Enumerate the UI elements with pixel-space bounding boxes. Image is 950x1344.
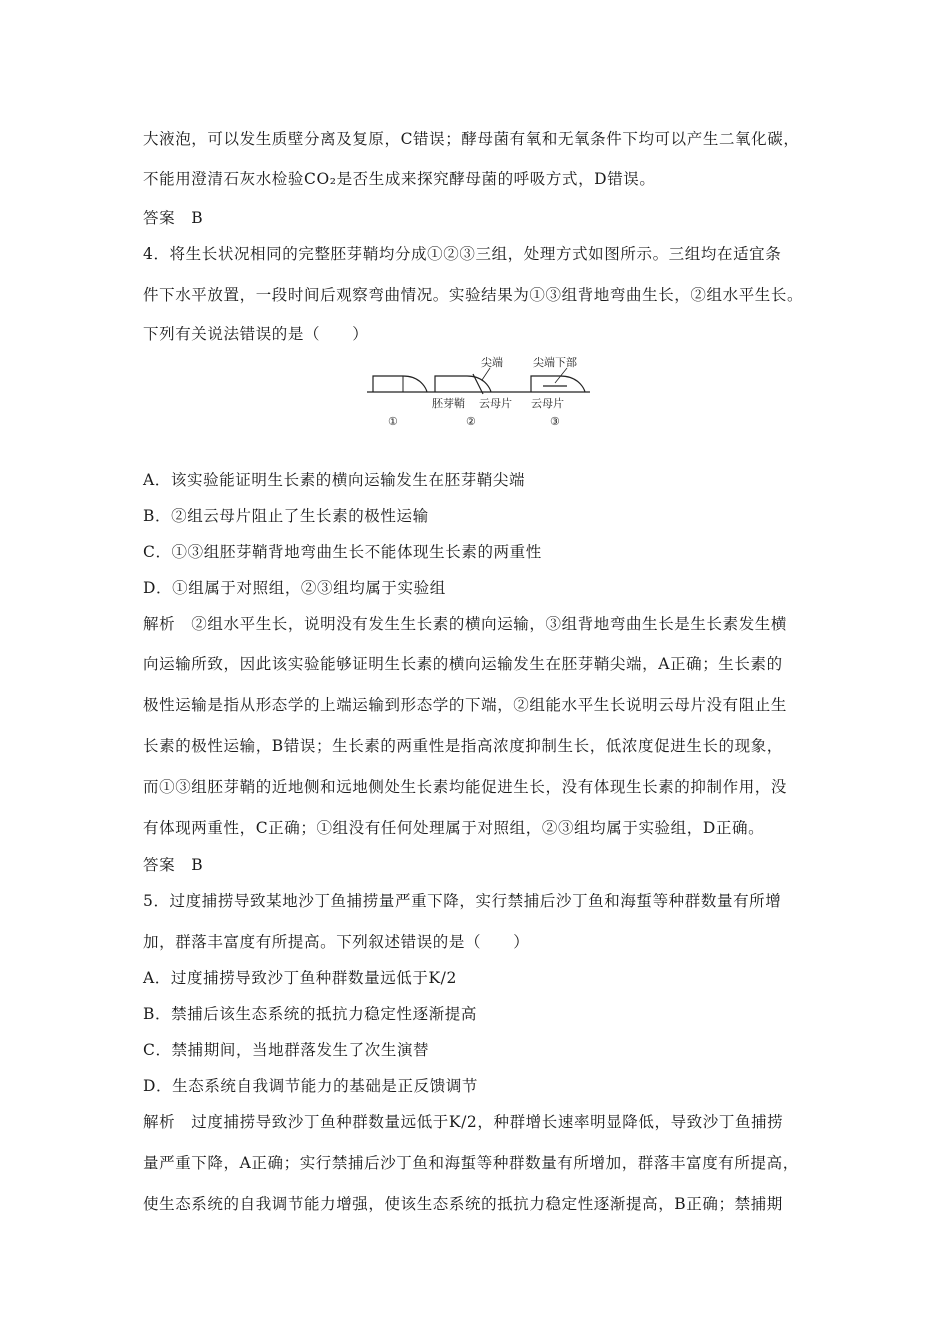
label-below-tip: 尖端下部 (533, 356, 577, 369)
text-line: 使生态系统的自我调节能力增强，使该生态系统的抵抗力稳定性逐渐提高，B正确；禁捕期 (143, 1195, 783, 1213)
text-line: 量严重下降，A正确；实行禁捕后沙丁鱼和海蜇等种群数量有所增加，群落丰富度有所提高， (143, 1154, 799, 1172)
option-c: C．禁捕期间，当地群落发生了次生演替 (143, 1041, 430, 1059)
label-num-1: ① (388, 415, 398, 428)
label-mica-3: 云母片 (531, 397, 564, 410)
text-line: 不能用澄清石灰水检验CO₂是否生成来探究酵母菌的呼吸方式，D错误。 (143, 170, 656, 188)
option-a: A．过度捕捞导致沙丁鱼种群数量远低于K/2 (143, 969, 457, 987)
text-line: 有体现两重性，C正确；①组没有任何处理属于对照组，②③组均属于实验组，D正确。 (143, 819, 765, 837)
coleoptile-figure (355, 350, 595, 435)
option-a: A．该实验能证明生长素的横向运输发生在胚芽鞘尖端 (143, 471, 526, 489)
question-5: 5．过度捕捞导致某地沙丁鱼捕捞量严重下降，实行禁捕后沙丁鱼和海蜇等种群数量有所增 (143, 892, 782, 910)
label-tip: 尖端 (481, 356, 503, 369)
option-d: D．①组属于对照组，②③组均属于实验组 (143, 579, 446, 597)
option-b: B．禁捕后该生态系统的抵抗力稳定性逐渐提高 (143, 1005, 477, 1023)
text-line: 向运输所致，因此该实验能够证明生长素的横向运输发生在胚芽鞘尖端，A正确；生长素的 (143, 655, 783, 673)
label-num-2: ② (466, 415, 476, 428)
analysis: 解析 ②组水平生长，说明没有发生生长素的横向运输，③组背地弯曲生长是生长素发生横 (143, 615, 788, 633)
answer-label: 答案 B (143, 856, 204, 874)
text-line: 件下水平放置，一段时间后观察弯曲情况。实验结果为①③组背地弯曲生长，②组水平生长。 (143, 286, 804, 304)
analysis: 解析 过度捕捞导致沙丁鱼种群数量远低于K/2，种群增长速率明显降低，导致沙丁鱼捕捞 (143, 1113, 784, 1131)
answer-label: 答案 B (143, 209, 204, 227)
option-b: B．②组云母片阻止了生长素的极性运输 (143, 507, 429, 525)
label-mica-2: 云母片 (479, 397, 512, 410)
text-line: 加，群落丰富度有所提高。下列叙述错误的是（ ） (143, 933, 530, 951)
label-coleoptile: 胚芽鞘 (432, 397, 465, 410)
option-d: D．生态系统自我调节能力的基础是正反馈调节 (143, 1077, 479, 1095)
text-line: 大液泡，可以发生质壁分离及复原，C错误；酵母菌有氧和无氧条件下均可以产生二氧化碳， (143, 130, 800, 148)
text-line: 长素的极性运输，B错误；生长素的两重性是指高浓度抑制生长，低浓度促进生长的现象， (143, 737, 783, 755)
label-num-3: ③ (550, 415, 560, 428)
text-line: 极性运输是指从形态学的上端运输到形态学的下端，②组能水平生长说明云母片没有阻止生 (143, 696, 788, 714)
option-c: C．①③组胚芽鞘背地弯曲生长不能体现生长素的两重性 (143, 543, 542, 561)
question-4: 4．将生长状况相同的完整胚芽鞘均分成①②③三组，处理方式如图所示。三组均在适宜条 (143, 245, 782, 263)
text-line: 而①③组胚芽鞘的近地侧和远地侧处生长素均能促进生长，没有体现生长素的抑制作用，没 (143, 778, 788, 796)
text-line: 下列有关说法错误的是（ ） (143, 325, 369, 343)
